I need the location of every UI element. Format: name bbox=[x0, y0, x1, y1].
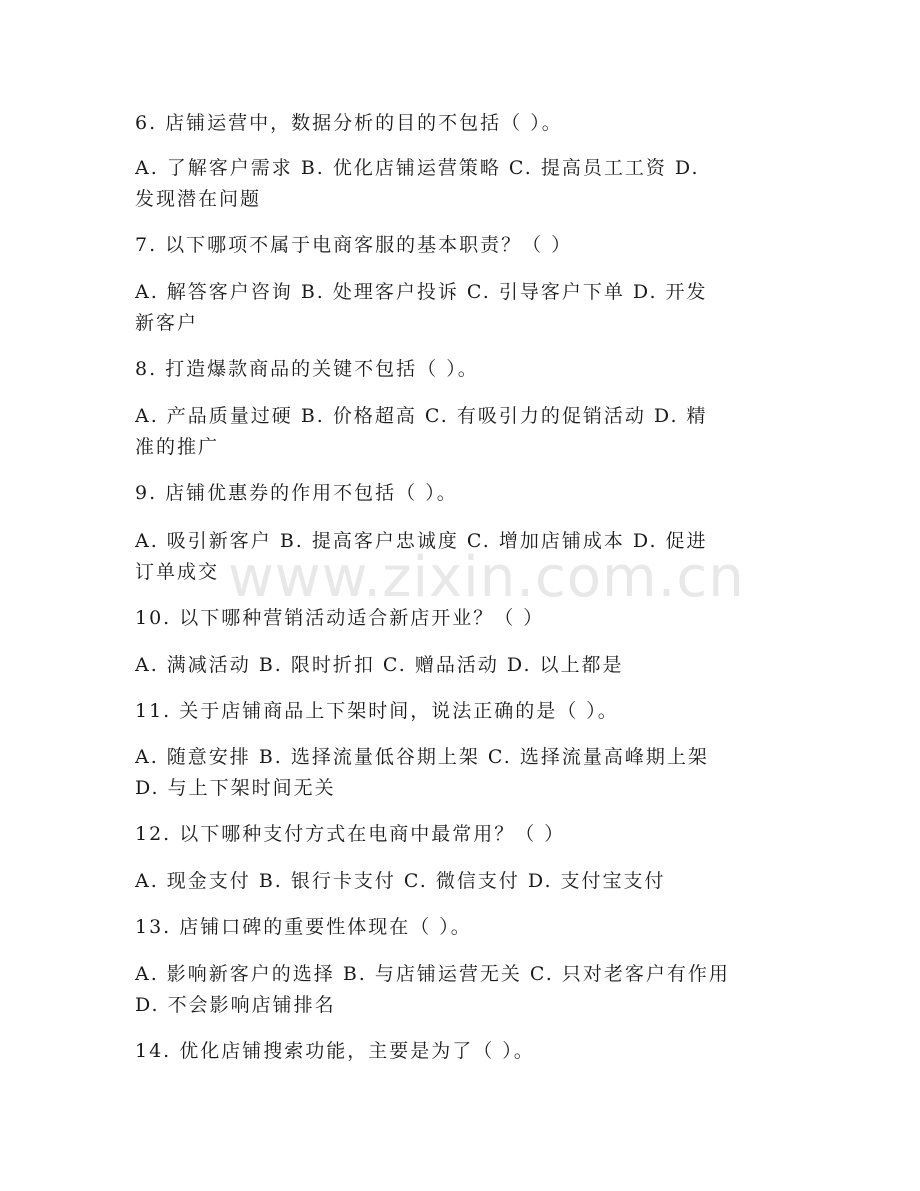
question-10-options-line-1: A. 满减活动 B. 限时折扣 C. 赠品活动 D. 以上都是 bbox=[135, 654, 624, 676]
question-11-options-line-1: A. 随意安排 B. 选择流量低谷期上架 C. 选择流量高峰期上架 bbox=[135, 746, 709, 768]
question-11-options-line-2: D. 与上下架时间无关 bbox=[135, 777, 336, 799]
question-14-stem: 14. 优化店铺搜索功能，主要是为了（ ）。 bbox=[135, 1040, 535, 1062]
question-6-options-line-1: A. 了解客户需求 B. 优化店铺运营策略 C. 提高员工工资 D. bbox=[135, 157, 700, 179]
question-8-stem: 8. 打造爆款商品的关键不包括（ ）。 bbox=[135, 358, 479, 380]
question-7-options-line-1: A. 解答客户咨询 B. 处理客户投诉 C. 引导客户下单 D. 开发 bbox=[135, 281, 708, 303]
question-13-options-line-1: A. 影响新客户的选择 B. 与店铺运营无关 C. 只对老客户有作用 bbox=[135, 963, 730, 985]
question-9-options-line-1: A. 吸引新客户 B. 提高客户忠诚度 C. 增加店铺成本 D. 促进 bbox=[135, 530, 708, 552]
watermark: www.zixin.com.cn bbox=[228, 545, 745, 610]
question-10-stem: 10. 以下哪种营销活动适合新店开业？（ ） bbox=[135, 607, 545, 629]
question-6-stem: 6. 店铺运营中，数据分析的目的不包括（ ）。 bbox=[135, 112, 563, 134]
question-12-options-line-1: A. 现金支付 B. 银行卡支付 C. 微信支付 D. 支付宝支付 bbox=[135, 870, 666, 892]
question-11-stem: 11. 关于店铺商品上下架时间，说法正确的是（ ）。 bbox=[135, 700, 619, 722]
question-9-options-line-2: 订单成交 bbox=[135, 561, 220, 583]
question-13-stem: 13. 店铺口碑的重要性体现在（ ）。 bbox=[135, 916, 472, 938]
question-7-stem: 7. 以下哪项不属于电商客服的基本职责？（ ） bbox=[135, 234, 573, 256]
question-7-options-line-2: 新客户 bbox=[135, 312, 199, 334]
question-12-stem: 12. 以下哪种支付方式在电商中最常用？（ ） bbox=[135, 823, 566, 845]
question-6-options-line-2: 发现潜在问题 bbox=[135, 188, 262, 210]
question-13-options-line-2: D. 不会影响店铺排名 bbox=[135, 994, 336, 1016]
question-8-options-line-2: 准的推广 bbox=[135, 436, 220, 458]
question-9-stem: 9. 店铺优惠券的作用不包括（ ）。 bbox=[135, 482, 458, 504]
question-8-options-line-1: A. 产品质量过硬 B. 价格超高 C. 有吸引力的促销活动 D. 精 bbox=[135, 405, 708, 427]
